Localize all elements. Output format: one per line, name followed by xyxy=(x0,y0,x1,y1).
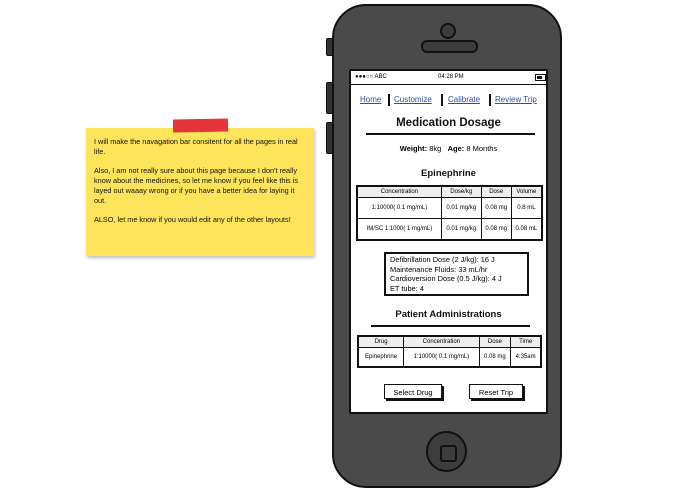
nav-separator xyxy=(489,94,491,106)
dose-line: Maintenance Fluids: 33 mL/hr xyxy=(390,264,488,274)
reset-trip-button[interactable]: Reset Trip xyxy=(469,384,523,399)
home-button[interactable] xyxy=(426,431,467,472)
status-bar xyxy=(351,71,546,85)
table-cell: 0.01 mg/kg xyxy=(441,219,481,241)
note-paragraph: Also, I am not really sure about this page because I don't really know about the medicines, so let me know if you feel like this is layed out waaay wrong or if you have a better idea for laying it out. xyxy=(94,166,299,205)
table-cell: 0.08 mg xyxy=(481,198,511,219)
column-header: Dose xyxy=(479,336,511,348)
column-header: Dose/kg xyxy=(441,186,481,198)
administrations-heading: Patient Administrations xyxy=(395,309,502,320)
epinephrine-heading: Epinephrine xyxy=(421,168,476,179)
weight-label: Weight: xyxy=(399,144,428,153)
nav-separator xyxy=(388,94,390,106)
nav-home-link[interactable]: Home xyxy=(360,95,382,104)
nav-separator xyxy=(441,94,443,106)
column-header: Time xyxy=(511,336,541,348)
age-value: 8 Months xyxy=(466,144,498,153)
nav-customize-link[interactable]: Customize xyxy=(394,95,432,104)
note-paragraph: I will make the navagation bar consitent for all the pages in real life. xyxy=(94,137,298,156)
table-cell: 1:10000( 0.1 mg/mL) xyxy=(404,348,479,368)
table-cell: IM/SC 1:1000( 1 mg/mL) xyxy=(357,219,441,241)
home-square-icon xyxy=(440,445,457,462)
table-row xyxy=(358,348,541,368)
nav-review-trip-link[interactable]: Review Trip xyxy=(495,95,537,104)
title-divider xyxy=(366,133,535,135)
column-header: Concentration xyxy=(357,186,441,198)
table-cell: 1:10000( 0.1 mg/mL) xyxy=(357,198,441,219)
carrier-label: ●●●○○ ABC xyxy=(355,74,387,80)
tape-strip xyxy=(173,119,228,133)
table-row xyxy=(357,198,542,219)
note-paragraph: ALSO, let me know if you would edit any of the other layouts! xyxy=(94,215,291,224)
sticky-note xyxy=(86,128,314,256)
administrations-divider xyxy=(371,325,530,327)
page-title: Medication Dosage xyxy=(396,117,501,129)
age-label: Age: xyxy=(447,144,465,153)
dose-line: Cardioversion Dose (0.5 J/kg): 4 J xyxy=(390,274,502,283)
table-cell: 0.01 mg/kg xyxy=(441,198,481,219)
table-cell: 0.8 mL xyxy=(511,198,542,219)
patient-info xyxy=(351,144,546,153)
table-row xyxy=(357,219,542,241)
phone-screen xyxy=(349,69,548,414)
table-header-row xyxy=(357,186,542,198)
camera-icon xyxy=(440,23,456,39)
table-header-row xyxy=(358,336,541,348)
dose-line: ET tube: 4 xyxy=(390,283,424,293)
table-cell: 4:35am xyxy=(511,348,541,368)
epinephrine-table xyxy=(356,185,543,241)
column-header: Volume xyxy=(511,186,542,198)
administrations-table xyxy=(357,335,542,368)
select-drug-button[interactable]: Select Drug xyxy=(384,384,442,399)
battery-icon xyxy=(535,74,546,81)
column-header: Drug xyxy=(358,336,404,348)
table-cell: Epinephrine xyxy=(358,348,404,368)
weight-value: 8kg xyxy=(429,144,442,153)
dose-summary-box xyxy=(384,252,529,296)
table-cell: 0.08 mg xyxy=(481,219,511,241)
column-header: Concentration xyxy=(404,336,479,348)
table-cell: 0.08 mL xyxy=(511,219,542,241)
status-time: 04:28 PM xyxy=(438,74,464,80)
column-header: Dose xyxy=(481,186,511,198)
table-cell: 0.08 mg xyxy=(479,348,511,368)
speaker-grille xyxy=(421,40,478,53)
nav-calibrate-link[interactable]: Calibrate xyxy=(448,95,481,104)
dose-line: Defibrillation Dose (2 J/kg): 16 J xyxy=(390,255,495,264)
nav-bar xyxy=(351,95,546,107)
